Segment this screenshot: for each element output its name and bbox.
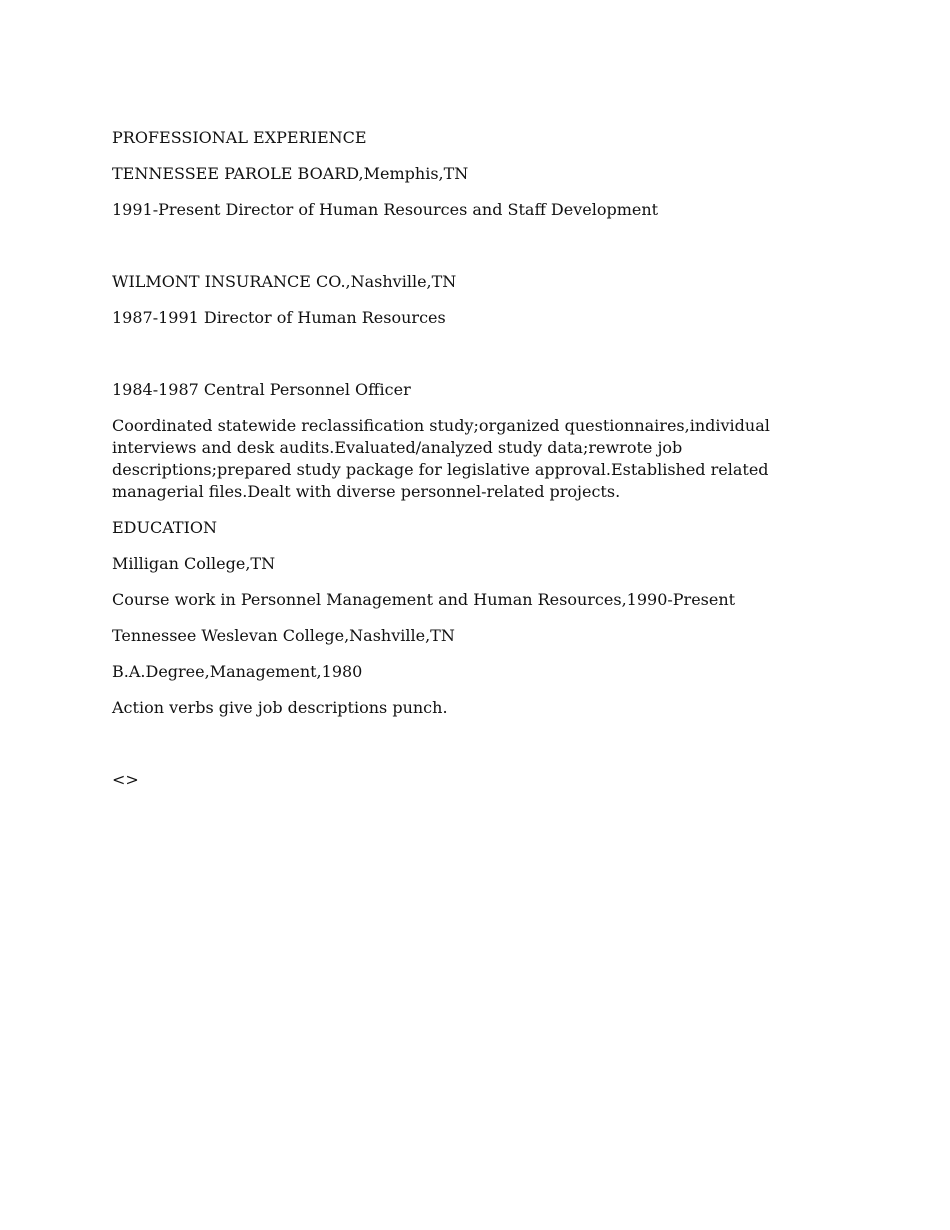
study-line: Course work in Personnel Management and Human Resources,1990-Present bbox=[112, 590, 736, 609]
footer-marker: <> bbox=[112, 770, 139, 789]
section-heading-experience: PROFESSIONAL EXPERIENCE bbox=[112, 128, 367, 147]
job-description: Coordinated statewide reclassification study;organized questionnaires,individual interviews and desk audits.Evaluated/analyzed study data;rewrote job descriptions;prepared study package for legislative approval.Established related managerial files.Dealt with diverse personnel-related projects. bbox=[112, 416, 770, 501]
blank-line bbox=[112, 235, 772, 271]
document-body bbox=[112, 127, 772, 805]
employer-line: TENNESSEE PAROLE BOARD,Memphis,TN bbox=[112, 164, 469, 183]
position-line: 1991-Present Director of Human Resources and Staff Development bbox=[112, 200, 659, 219]
position-line: 1987-1991 Director of Human Resources bbox=[112, 308, 446, 327]
degree-line: B.A.Degree,Management,1980 bbox=[112, 662, 363, 681]
section-heading-education: EDUCATION bbox=[112, 518, 218, 537]
employer-line: WILMONT INSURANCE CO.,Nashville,TN bbox=[112, 272, 457, 291]
tip-line: Action verbs give job descriptions punch. bbox=[112, 698, 448, 717]
school-line: Tennessee Weslevan College,Nashville,TN bbox=[112, 626, 455, 645]
position-line: 1984-1987 Central Personnel Officer bbox=[112, 380, 411, 399]
school-line: Milligan College,TN bbox=[112, 554, 276, 573]
blank-line bbox=[112, 733, 772, 769]
blank-line bbox=[112, 343, 772, 379]
